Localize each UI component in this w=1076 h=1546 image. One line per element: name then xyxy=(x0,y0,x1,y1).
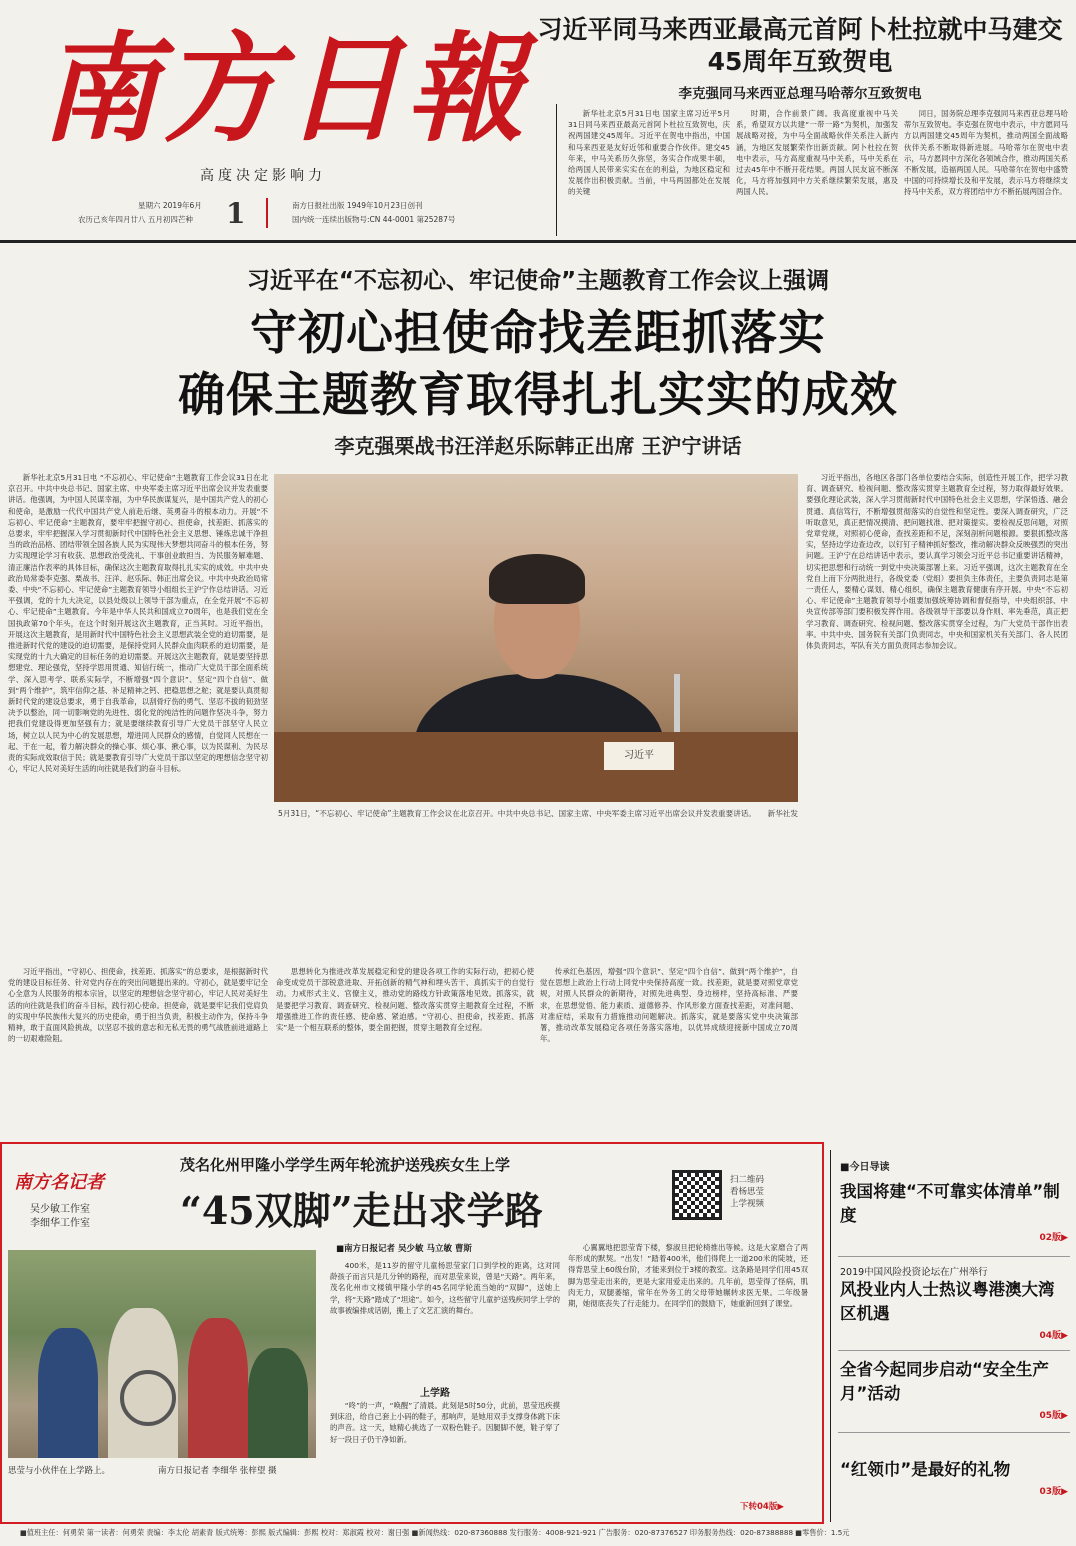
main-story-bottom-col-1: 习近平指出，“守初心、担使命，找差距、抓落实”的总要求，是根据新时代党的建设目标任务、针对党内存在的突出问题提出来的。守初心，就是要牢记全心全意为人民服务的根本宗旨，以坚定的理想信念坚守初心，牢记人民对美好生活的向往就是我们的奋斗目标，践行初心使命。担使命，就是要牢记我们党肩负的实现中华民族伟大复兴的历史使命，勇于担当负责，积极主动作为，保持斗争精神，敢于直面风险挑战，以坚忍不拔的意志和无私无畏的勇气战胜前进道路上的一切艰难险阻。 xyxy=(8,967,268,1044)
top-story-col-2: 时期，合作前景广阔。我高度重视中马关系，希望双方以共建“一带一路”为契机，加强发展战略对接，为中马全面战略伙伴关系注入新内涵，为地区发展繁荣作出新贡献。阿卜杜拉在贺电中表示，马方高度重视马中关系，马中关系在过去45年中不断开花结果。两国人民友谊不断深化，马方将加强同中方关系继续繁荣发展，惠及两国人民。 xyxy=(736,109,898,197)
feature-brand-logo: 南方名记者 xyxy=(14,1172,104,1193)
main-story-title-line-1[interactable]: 守初心担使命找差距抓落实 xyxy=(250,306,826,361)
feature-continued-link[interactable]: 下转04版▶ xyxy=(740,1502,784,1512)
index-item-page: 04版▶ xyxy=(1039,1331,1068,1341)
feature-photo-caption: 思莹与小伙伴在上学路上。 南方日报记者 李细华 张梓望 摄 xyxy=(8,1466,277,1476)
main-story-title-line-2[interactable]: 确保主题教育取得扎扎实实的成效 xyxy=(178,368,898,423)
feature-col-2: 心翼翼地把思莹背下楼，黎淑旦把轮椅推出等候。这是大家磨合了两年形成的默契。“出发！”踏着400米，他们得爬上一道200米的陡坡，还得背思莹上60级台阶，才能来到位于3楼的教室。这条路是同学们用45双脚为思莹走出来的，更是大家用爱走出来的。几年前，思莹得了怪病，肌肉无力，双腿萎缩，常年在外务工的父母带她辗转求医无果。二年级暑期，她彻底丧失了行走能力。在同学们的鼓励下，她重新回到了课堂。 xyxy=(568,1243,808,1309)
main-story-subtitle: 李克强栗战书汪洋赵乐际韩正出席 王沪宁讲话 xyxy=(334,434,742,458)
index-item-pretitle: 2019中国风险投资论坛在广州举行 xyxy=(840,1267,988,1278)
top-story-col-3: 同日，国务院总理李克强同马来西亚总理马哈蒂尔互致贺电。李克强在贺电中表示，中方愿同马方以两国建交45周年为契机，推动两国全面战略伙伴关系不断取得新进展。马哈蒂尔在贺电中表示，马方愿同中方深化各领域合作，推动两国关系不断发展，造福两国人民。马哈蒂尔在贺电中盛赞中国的可持续增长及和平发展，表示马方将继续支持马中关系，双方将团结中方不断拓展两国合作。 xyxy=(904,109,1068,197)
index-item-page: 02版▶ xyxy=(1039,1233,1068,1243)
qr-code-icon[interactable] xyxy=(672,1170,722,1220)
index-item[interactable] xyxy=(840,1458,1068,1497)
main-story-right-column: 习近平指出，各地区各部门各单位要结合实际，创造性开展工作，把学习教育、调查研究、检视问题、整改落实贯穿主题教育全过程，努力取得最好效果。要强化理论武装，深入学习贯彻新时代中国特色社会主义思想，学深悟透、融会贯通、真信笃行，不断增强贯彻落实的自觉性和坚定性。要深入调查研究，广泛听取意见，真正把情况摸清、把问题找准、把对策提实。要检视反思问题，对照党章党规，对照初心使命，查找差距和不足，深刻剖析问题根源。要狠抓整改落实，坚持边学边查边改，以钉钉子精神抓好整改，推动解决群众反映强烈的突出问题。王沪宁在总结讲话中表示，要认真学习领会习近平总书记重要讲话精神，切实把思想和行动统一到党中央决策部署上来。习近平强调，这次主题教育在全党自上而下分两批进行，各级党委（党组）要担负主体责任，主要负责同志是第一责任人，要精心谋划、精心组织，确保主题教育健康有序开展。中央“不忘初心、牢记使命”主题教育领导小组要加强统筹协调和督促指导，中央组织部、中央宣传部等部门要积极发挥作用。各级领导干部要以身作则、率先垂范，真正把学习教育、调查研究、检视问题、整改落实贯穿全过程，为广大党员干部作出表率。中共中央、国务院有关部门负责同志，中央和国家机关有关部门、各人民团体负责同志，军队有关方面负责同志参加会议。 xyxy=(806,473,1068,651)
index-item-headline: 全省今起同步启动“安全生产月”活动 xyxy=(840,1360,1049,1403)
top-story-subheadline: 李克强同马来西亚总理马哈蒂尔互致贺电 xyxy=(678,86,922,102)
feature-subhead: 上学路 xyxy=(420,1388,450,1399)
main-story-bottom-col-3: 传承红色基因，增强“四个意识”、坚定“四个自信”、做到“两个维护”，自觉在思想上政治上行动上同党中央保持高度一致。找差距，就是要对照党章党规，对照人民群众的新期待，对照先进典型、身边榜样，坚持高标准、严要求，在思想觉悟、能力素质、道德修养、作风形象方面查找差距，对准问题、对准症结，采取有力措施推动问题解决。抓落实，就是要落实党中央决策部署，推动改革发展稳定各项任务落实落地，以优异成绩迎接新中国成立70周年。 xyxy=(540,967,798,1044)
masthead-slogan: 高度决定影响力 xyxy=(200,168,326,184)
edition-number: 1 xyxy=(226,197,246,230)
index-item-page: 03版▶ xyxy=(1039,1487,1068,1497)
column-divider xyxy=(556,104,557,236)
feature-byline: ■南方日报记者 吴少敏 马立敏 曹斯 xyxy=(336,1244,472,1254)
index-item[interactable] xyxy=(840,1264,1068,1341)
feature-title[interactable]: “45双脚”走出求学路 xyxy=(180,1188,543,1233)
main-photo-caption: 5月31日，“不忘初心、牢记使命”主题教育工作会议在北京召开。中共中央总书记、国家主席、中央军委主席习近平出席会议并发表重要讲话。 新华社发 xyxy=(278,809,798,818)
index-item-headline: 风投业内人士热议粤港澳大湾区机遇 xyxy=(840,1280,1055,1323)
qr-code-caption: 扫二维码 看杨思莹 上学视频 xyxy=(730,1175,765,1209)
index-item[interactable] xyxy=(840,1358,1068,1421)
index-item-headline: “红领巾”是最好的礼物 xyxy=(840,1460,1011,1479)
masthead-divider xyxy=(0,240,1076,243)
feature-studio-2: 李细华工作室 xyxy=(30,1218,90,1229)
index-item[interactable] xyxy=(840,1180,1068,1243)
main-story-photo[interactable] xyxy=(274,474,798,802)
footer-credits: ■值班主任：何勇荣 第一读者：何勇荣 责编：李太伦 胡素青 版式统筹：彭熙 版式编辑：彭熙 校对：郑淑霞 校对：谢日强 ■新闻热线：020-87360888 发行服务：4008-921-921 广告服务：020-87376527 印务服务热线：020-87388888 ■零售价：1.5元 xyxy=(20,1528,850,1537)
feature-photo-credit: 南方日报记者 李细华 张梓望 摄 xyxy=(158,1466,277,1476)
index-divider xyxy=(830,1150,831,1522)
feature-col-1: 400米，是11岁的留守儿童杨思莹家门口到学校的距离，这对同龄孩子而言只是几分钟的路程，而对思莹来说，曾是“天路”。两年来，茂名化州市文楼镇甲隆小学的45名同学轮流当她的“双脚”，送她上学，将“天路”踏成了“坦途”。如今，这些留守儿童护送残疾同学上学的故事被编排成话剧，搬上了文艺汇演的舞台。 xyxy=(330,1261,560,1315)
index-title: ■今日导读 xyxy=(840,1162,890,1173)
feature-studio-1: 吴少敏工作室 xyxy=(30,1204,90,1215)
index-item-headline: 我国将建“不可靠实体清单”制度 xyxy=(840,1182,1060,1225)
publisher-line: 南方日报社出版 1949年10月23日创刊 xyxy=(292,201,423,210)
top-story-col-1: 新华社北京5月31日电 国家主席习近平5月31日同马来西亚最高元首阿卜杜拉互致贺电，庆祝两国建交45周年。习近平在贺电中指出，中国和马来西亚是友好近邻和重要合作伙伴。建交45年来，中马关系历久弥坚，务实合作成果丰硕，给两国人民带来实实在在的利益，为地区稳定和发展作出积极贡献。当前，中马两国都处在发展的关键 xyxy=(568,109,730,197)
masthead-logo: 南方日報 xyxy=(40,19,529,158)
main-story-left-column: 新华社北京5月31日电 “不忘初心、牢记使命”主题教育工作会议31日在北京召开。中共中央总书记、国家主席、中央军委主席习近平出席会议并发表重要讲话。他强调，为中国人民谋幸福，为中华民族谋复兴，是中国共产党人的初心和使命，是激励一代代中国共产党人前赴后继、英勇奋斗的根本动力。开展“不忘初心、牢记使命”主题教育，要牢牢把握守初心、担使命，找差距、抓落实的总要求，牢牢把握深入学习贯彻新时代中国特色社会主义思想、锤炼忠诚干净担当的政治品格、团结带领全国各族人民为实现伟大梦想共同奋斗的根本任务，努力实现理论学习有收获、思想政治受洗礼、干事创业敢担当、为民服务解难题、清正廉洁作表率的具体目标，确保这次主题教育取得扎扎实实的成效。中共中央政治局常委李克强、栗战书、汪洋、赵乐际、韩正出席会议。中共中央政治局常委、中央“不忘初心、牢记使命”主题教育领导小组组长王沪宁作总结讲话。习近平强调，党的十九大决定，以县处级以上领导干部为重点，在全党开展“不忘初心、牢记使命”主题教育。今年是中华人民共和国成立70周年，也是我们党在全国执政第70个年头，在这个时刻开展这次主题教育，正当其时。习近平指出，开展这次主题教育，是用新时代中国特色社会主义思想武装全党的迫切需要，是推进新时代党的建设的迫切需要，是保持党同人民群众血肉联系的迫切需要，是实现党的十九大确定的目标任务的迫切需要。开展这次主题教育，就是要坚持思想建党、理论强党，坚持学思用贯通、知信行统一，推动广大党员干部全面系统学、深入思考学、联系实际学，不断增强“四个意识”、坚定“四个自信”、做到“两个维护”，筑牢信仰之基、补足精神之钙、把稳思想之舵；就是要认真贯彻新时代党的建设总要求，勇于自我革命，以刮骨疗伤的勇气、坚忍不拔的韧劲坚决予以整治，同一切影响党的先进性、弱化党的纯洁性的问题作坚决斗争，努力把我们党建设得更加坚强有力；就是要继续教育引导广大党员干部坚守人民立场，树立以人民为中心的发展思想，增进同人民群众的感情，自觉同人民想在一起、干在一起，着力解决群众的操心事、烦心事、揪心事，以为民谋利、为民尽责的实际成效取信于民；就是要教育引导广大党员干部以坚定的理想信念坚守初心，牢记人民对美好生活的向往就是我们的奋斗目标。 xyxy=(8,473,268,774)
feature-col-1b: “咚”的一声，“唤醒”了清晨。此刻是5时50分，此前，思莹迅疾摸到床沿，给自己套上小码的鞋子，那响声，是她用双手支撑身体跳下床的声音。这一天，她精心挑选了一双粉色鞋子。因腿脚不便，鞋子穿了好一段日子仍干净如新。 xyxy=(330,1401,560,1444)
main-photo-credit: 新华社发 xyxy=(767,809,798,818)
lunar-date: 农历己亥年四月廿八 五月初四芒种 xyxy=(78,215,193,224)
feature-kicker: 茂名化州甲隆小学学生两年轮流护送残疾女生上学 xyxy=(180,1156,511,1174)
index-item-page: 05版▶ xyxy=(1039,1411,1068,1421)
feature-photo[interactable] xyxy=(8,1250,316,1458)
registration-line: 国内统一连续出版物号:CN 44-0001 第25287号 xyxy=(292,215,456,224)
top-story-headline[interactable]: 习近平同马来西亚最高元首阿卜杜拉就中马建交45周年互致贺电 xyxy=(537,15,1063,76)
weekday-date: 星期六 2019年6月 xyxy=(138,201,202,210)
main-story-bottom-col-2: 思想转化为推进改革发展稳定和党的建设各项工作的实际行动，把初心使命变成党员干部锐意进取、开拓创新的精气神和埋头苦干、真抓实干的自觉行动。力戒形式主义、官僚主义，推动党的路线方针政策落地见效。抓落实，就是要把学习教育、调查研究、检视问题、整改落实贯穿主题教育全过程，不断增强推进工作的责任感、使命感、紧迫感。“守初心、担使命，找差距、抓落实”是一个相互联系的整体，要全面把握，贯穿主题教育全过程。 xyxy=(276,967,534,1033)
masthead-meta xyxy=(78,198,518,232)
nameplate: 习近平 xyxy=(604,742,674,770)
main-story-kicker: 习近平在“不忘初心、牢记使命”主题教育工作会议上强调 xyxy=(246,268,830,294)
